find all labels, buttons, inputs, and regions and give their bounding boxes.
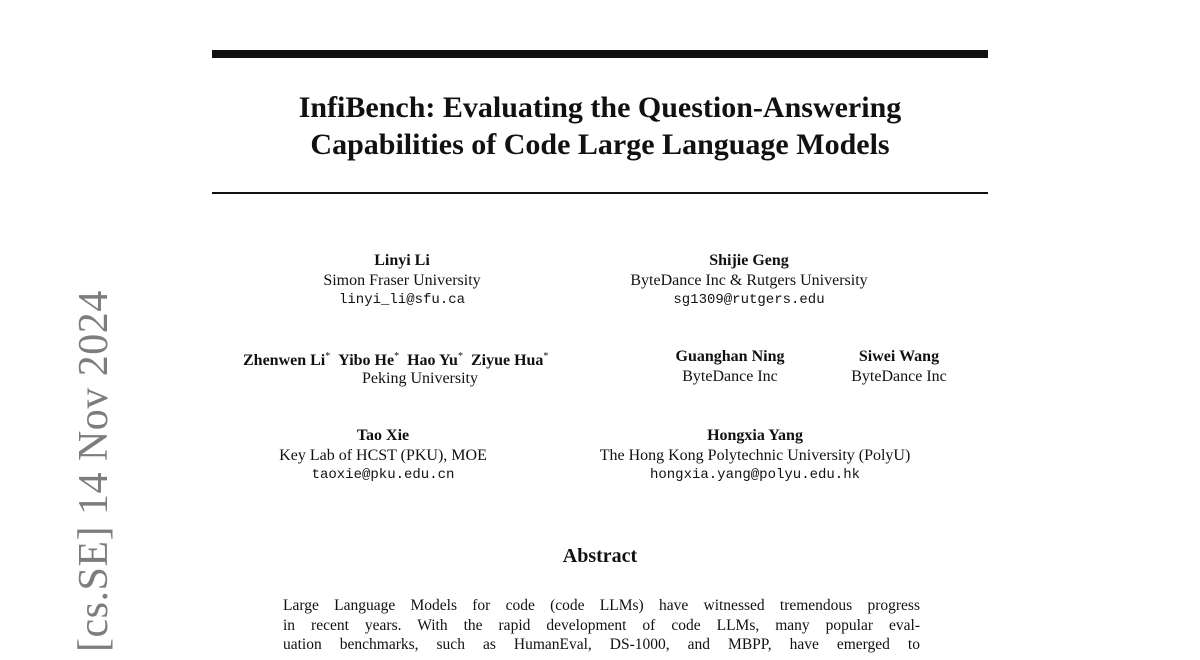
paper-title-line-2: Capabilities of Code Large Language Models bbox=[310, 128, 890, 161]
author-email: hongxia.yang@polyu.edu.hk bbox=[649, 467, 861, 483]
author-block-shijie-geng bbox=[596, 251, 902, 310]
paper-title bbox=[212, 89, 988, 163]
author-name: Tao Xie bbox=[356, 427, 410, 444]
author-affiliation: Simon Fraser University bbox=[323, 272, 481, 289]
abstract-heading: Abstract bbox=[562, 545, 638, 567]
author-block-hongxia-yang bbox=[560, 426, 950, 485]
abstract-line-2: in recent years. With the rapid development of code LLMs, many popular eval- bbox=[283, 616, 920, 634]
author-name-ziyue-hua: Ziyue Hua* bbox=[470, 351, 549, 369]
author-email: sg1309@rutgers.edu bbox=[673, 292, 825, 308]
abstract-line-1: Large Language Models for code (code LLMs) have witnessed tremendous progress bbox=[283, 597, 920, 614]
author-name-hao-yu: Hao Yu* bbox=[407, 351, 463, 369]
author-name: Guanghan Ning bbox=[675, 348, 785, 365]
author-affiliation: Key Lab of HCST (PKU), MOE bbox=[279, 447, 487, 464]
author-affiliation: The Hong Kong Polytechnic University (PolyU) bbox=[599, 447, 911, 464]
author-name: Siwei Wang bbox=[858, 348, 940, 365]
author-email: taoxie@pku.edu.cn bbox=[311, 467, 455, 483]
author-affiliation-pku: Peking University bbox=[362, 370, 478, 387]
author-affiliation: ByteDance Inc bbox=[682, 368, 778, 385]
author-names-pku-group bbox=[243, 347, 548, 371]
author-block-tao-xie bbox=[253, 426, 513, 485]
arxiv-stamp-text: [cs.SE] 14 Nov 2024 bbox=[71, 290, 117, 652]
author-name: Shijie Geng bbox=[709, 252, 789, 269]
paper-title-line-1: InfiBench: Evaluating the Question-Answering bbox=[298, 91, 902, 124]
abstract-body bbox=[283, 596, 920, 655]
author-name-yibo-he: Yibo He* bbox=[338, 351, 400, 369]
author-block-siwei-wang bbox=[832, 347, 966, 387]
author-name: Linyi Li bbox=[374, 252, 430, 269]
author-block-linyi-li bbox=[302, 251, 502, 310]
author-name: Hongxia Yang bbox=[707, 427, 803, 444]
author-block-guanghan-ning bbox=[650, 347, 810, 387]
arxiv-side-stamp bbox=[20, 290, 117, 660]
abstract-line-3: uation benchmarks, such as HumanEval, DS-1000, and MBPP, have emerged to bbox=[283, 636, 920, 653]
bottom-title-rule bbox=[212, 192, 988, 194]
author-name-zhenwen-li: Zhenwen Li* bbox=[243, 351, 331, 369]
top-title-rule bbox=[212, 50, 988, 58]
author-email: linyi_li@sfu.ca bbox=[338, 292, 466, 308]
author-affiliation: ByteDance Inc bbox=[851, 368, 947, 385]
author-affiliation: ByteDance Inc & Rutgers University bbox=[630, 272, 868, 289]
